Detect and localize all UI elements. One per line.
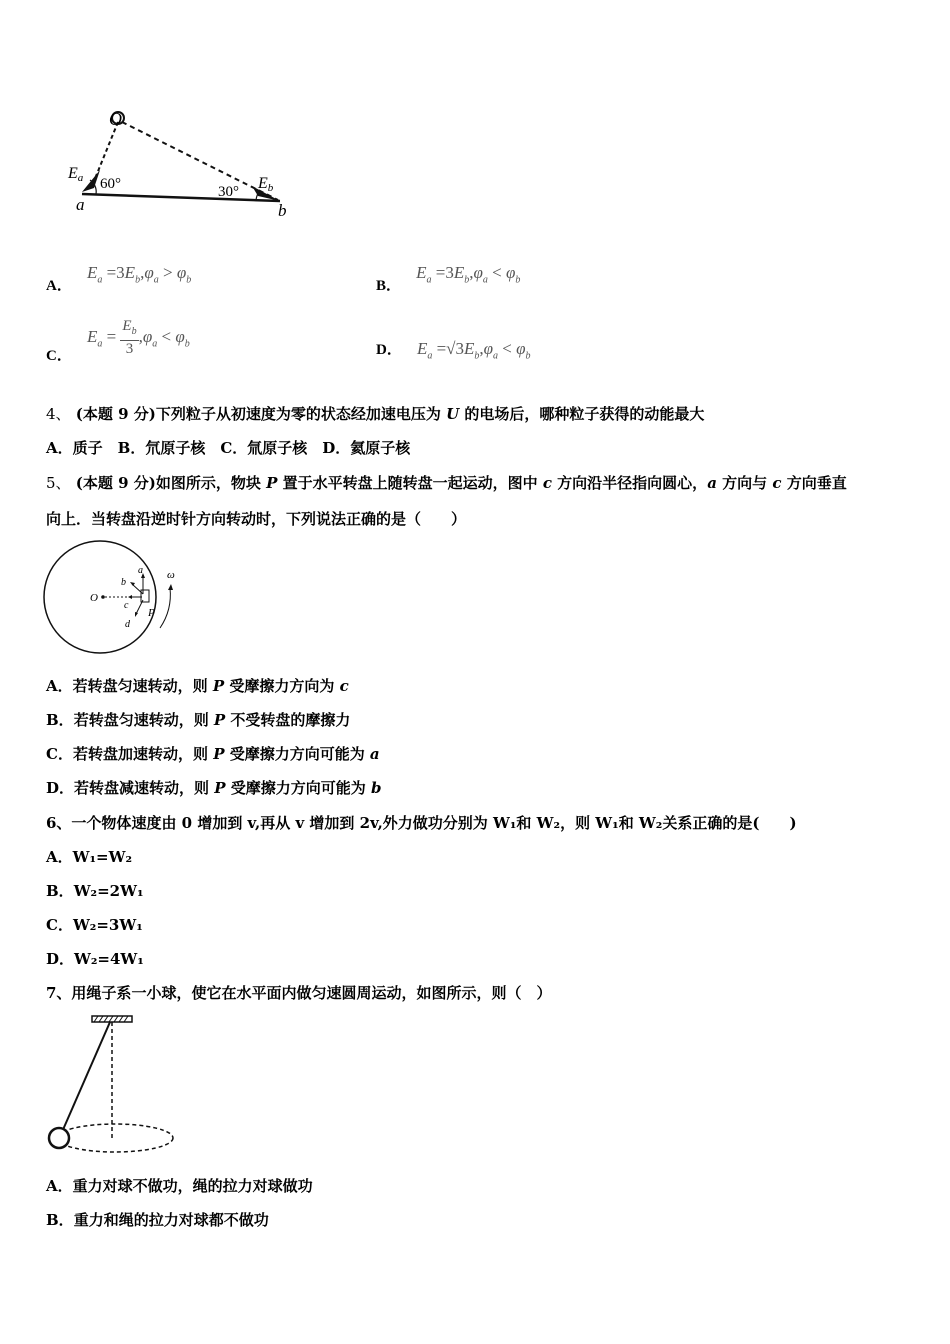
q7-stem: 7、用绳子系一小球，使它在水平面内做匀速圆周运动，如图所示，则（ ） xyxy=(46,984,552,1002)
q3-option-c[interactable] xyxy=(46,318,190,364)
label-a: a xyxy=(76,195,85,214)
option-math: $E_a =3E_b,\varphi_a < \varphi_b$ xyxy=(416,263,521,286)
label-b: b xyxy=(121,577,126,588)
q4-options[interactable]: A．质子 B．氘原子核 C．氚原子核 D．氦原子核 xyxy=(46,439,411,457)
q7-option-a[interactable]: A．重力对球不做功，绳的拉力对球做功 xyxy=(46,1177,313,1195)
label-angle-30: 30° xyxy=(218,184,239,200)
label-o: O xyxy=(90,592,98,604)
circular-path-dashed xyxy=(57,1124,173,1152)
q5-stem-line1: 5、 (本题 9 分)如图所示，物块 P 置于水平转盘上随转盘一起运动，图中 c 方向沿半径指向圆心，a 方向与 c 方向垂直 xyxy=(46,474,847,492)
label-a: a xyxy=(138,565,143,576)
q5-stem-line2: 向上．当转盘沿逆时针方向转动时，下列说法正确的是（ ） xyxy=(46,510,467,528)
option-math: $E_a =√3E_b,\varphi_a < \varphi_b$ xyxy=(416,339,531,362)
option-label: D． xyxy=(376,342,402,358)
q7-option-b[interactable]: B．重力和绳的拉力对球都不做功 xyxy=(46,1211,269,1229)
center-point xyxy=(101,595,105,599)
arrow-d-head xyxy=(135,612,138,617)
label-p: P xyxy=(148,607,155,619)
label-d: d xyxy=(125,619,130,630)
option-label: C． xyxy=(46,347,72,364)
label-eb: Eb xyxy=(258,175,274,194)
label-omega: ω xyxy=(167,569,175,581)
block-p xyxy=(141,590,149,602)
q3-option-a[interactable] xyxy=(46,262,192,294)
label-angle-60: 60° xyxy=(100,176,121,192)
turntable-figure xyxy=(40,538,190,658)
arrow-b-line xyxy=(132,584,143,594)
label-ea: Ea xyxy=(68,165,84,184)
label-o: O xyxy=(109,109,122,129)
ceiling-hatch xyxy=(94,1016,128,1022)
q3-option-d[interactable] xyxy=(376,338,531,361)
option-label: A． xyxy=(46,278,72,294)
arrow-d-line xyxy=(136,600,143,614)
q5-option-c[interactable]: C．若转盘加速转动，则 P 受摩擦力方向可能为 a xyxy=(46,745,380,763)
label-c: c xyxy=(124,600,129,611)
q5-option-d[interactable]: D．若转盘减速转动，则 P 受摩擦力方向可能为 b xyxy=(46,779,382,797)
q6-stem: 6、一个物体速度由 0 增加到 v,再从 v 增加到 2v,外力做功分别为 W₁和 W₂，则 W₁和 W₂关系正确的是( ) xyxy=(46,814,797,832)
q5-option-b[interactable]: B．若转盘匀速转动，则 P 不受转盘的摩擦力 xyxy=(46,711,351,729)
conical-pendulum-figure xyxy=(40,1010,190,1160)
line-ab xyxy=(82,194,280,201)
q6-option-d[interactable]: D．W₂=4W₁ xyxy=(46,950,144,968)
rotation-arrow-head xyxy=(168,584,173,590)
arrow-c-head xyxy=(128,595,132,599)
ball xyxy=(49,1128,69,1148)
q6-option-b[interactable]: B．W₂=2W₁ xyxy=(46,882,144,900)
q4-stem: 4、 (本题 9 分)下列粒子从初速度为零的状态经加速电压为 U 的电场后，哪种粒子获得的动能最大 xyxy=(46,405,705,423)
label-b: b xyxy=(278,201,287,220)
string xyxy=(62,1022,110,1132)
q5-option-a[interactable]: A．若转盘匀速转动，则 P 受摩擦力方向为 c xyxy=(46,677,349,695)
q6-option-c[interactable]: C．W₂=3W₁ xyxy=(46,916,143,934)
q3-option-b[interactable] xyxy=(376,262,521,294)
rotation-arc xyxy=(160,588,170,628)
option-math: $E_a$ = $\frac{E_b}{3}$ $,\varphi_a < \varphi_b$ xyxy=(86,318,190,357)
triangle-field-figure xyxy=(60,100,310,230)
option-label: B． xyxy=(376,278,402,294)
option-math: $E_a =3E_b,\varphi_a > \varphi_b$ xyxy=(86,263,192,286)
q6-option-a[interactable]: A．W₁=W₂ xyxy=(46,848,133,866)
